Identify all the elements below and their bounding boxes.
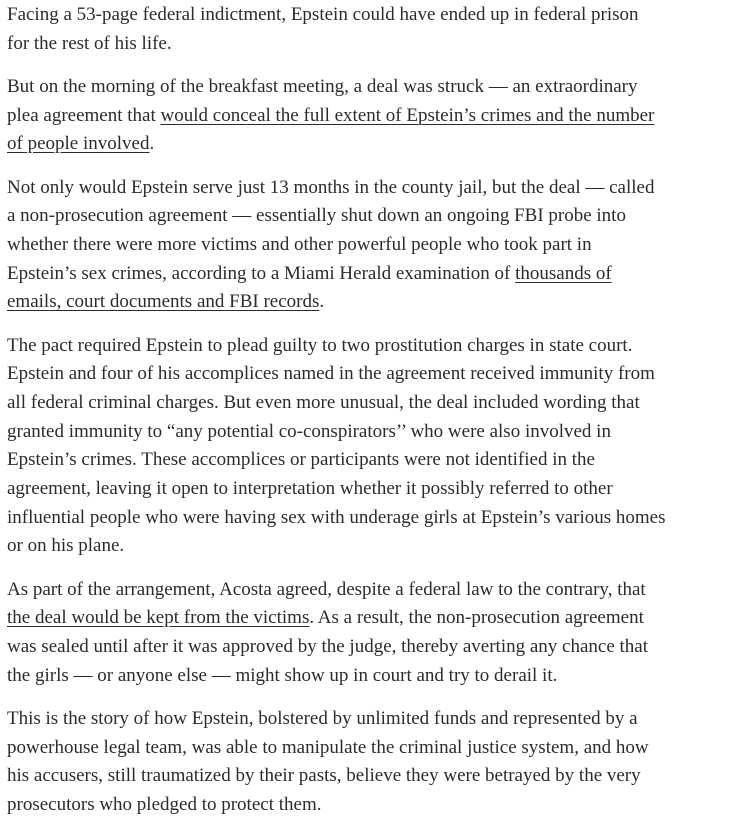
text-line: his accusers, still traumatized by their pasts, believe they were betrayed by the very [7,765,641,787]
text-fragment: Epstein’s sex crimes, according to a Miami Herald examination of [7,262,516,284]
text-line: As part of the arrangement, Acosta agreed, despite a federal law to the contrary, that [7,578,646,600]
text-line: prosecutors who pledged to protect them. [7,794,322,816]
text-line: Epstein’s crimes. These accomplices or participants were not identified in the [7,449,595,471]
text-fragment: plea agreement that [7,104,161,126]
text-line [7,130,732,159]
text-line: powerhouse legal team, was able to manipulate the criminal justice system, and how [7,736,649,758]
link-conceal-crimes-cont[interactable]: of people involved [7,133,150,155]
text-line: all federal criminal charges. But even more unusual, the deal included wording that [7,391,640,413]
text-fragment: . [319,291,325,313]
text-line: or on his plane. [7,535,125,557]
text-line: Not only would Epstein serve just 13 months in the county jail, but the deal — called [7,176,655,198]
paragraph-pact [7,332,732,562]
text-line [7,604,732,633]
text-line: Epstein and four of his accomplices named in the agreement received immunity from [7,363,655,385]
paragraph-story [7,705,732,820]
text-fragment: . [149,133,155,155]
link-conceal-crimes[interactable]: would conceal the full extent of Epstein’s crimes and the number [160,104,655,126]
text-line: The pact required Epstein to plead guilty to two prostitution charges in state court. [7,334,633,356]
text-line: This is the story of how Epstein, bolstered by unlimited funds and represented by a [7,707,638,729]
paragraph-deal [7,73,732,159]
paragraph-arrangement [7,576,732,691]
text-line: whether there were more victims and other powerful people who took part in [7,233,592,255]
text-line: agreement, leaving it open to interpretation whether it possibly referred to other [7,478,613,500]
text-line: for the rest of his life. [7,32,172,54]
text-line [7,288,732,317]
text-line: granted immunity to “any potential co-conspirators’’ who were also involved in [7,420,611,442]
paragraph-non-prosecution [7,174,732,318]
link-herald-records-cont[interactable]: emails, court documents and FBI records [7,291,320,313]
text-line: the girls — or anyone else — might show up in court and try to derail it. [7,664,558,686]
text-line: Facing a 53-page federal indictment, Epstein could have ended up in federal prison [7,4,639,25]
text-line [7,102,732,131]
text-fragment: . As a result, the non-prosecution agreement [309,607,644,629]
text-line [7,260,732,289]
link-herald-records[interactable]: thousands of [515,262,612,284]
paragraph-indictment [7,0,732,58]
text-line: a non-prosecution agreement — essentially shut down an ongoing FBI probe into [7,205,626,227]
text-line: But on the morning of the breakfast meeting, a deal was struck — an extraordinary [7,75,638,97]
text-line: influential people who were having sex with underage girls at Epstein’s various homes [7,506,666,528]
text-line: was sealed until after it was approved by the judge, thereby averting any chance that [7,636,649,658]
link-kept-from-victims[interactable]: the deal would be kept from the victims [7,607,310,629]
